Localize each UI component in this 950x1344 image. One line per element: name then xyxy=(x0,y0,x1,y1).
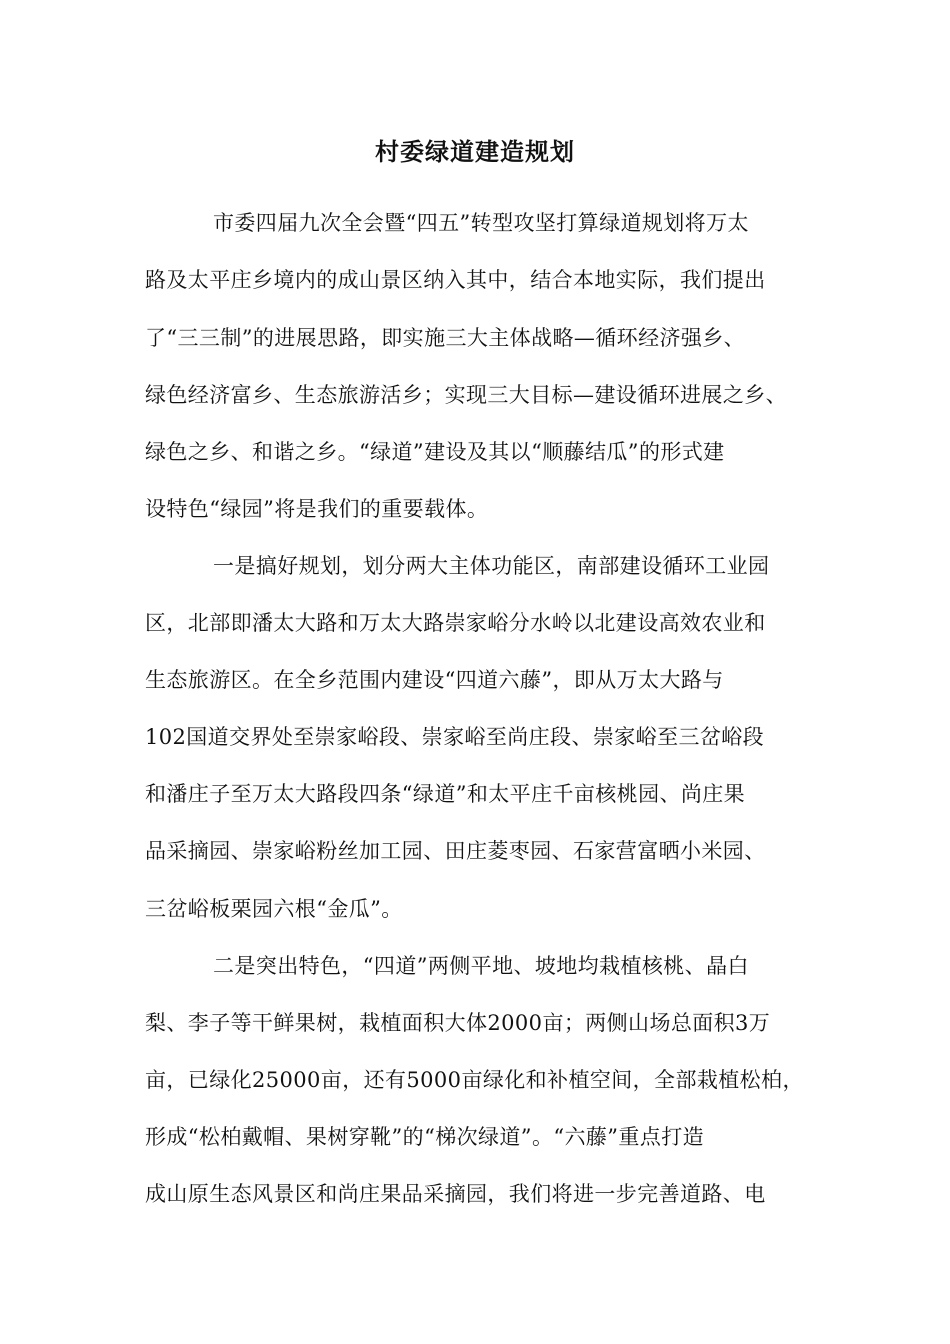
paragraph-line: 形成“松柏戴帽、果树穿靴”的“梯次绿道”。“六藤”重点打造 xyxy=(145,1125,705,1149)
paragraph-line: 二是突出特色，“四道”两侧平地、坡地均栽植核桃、晶白 xyxy=(213,954,749,978)
paragraph-line: 市委四届九次全会暨“四五”转型攻坚打算绿道规划将万太 xyxy=(213,211,749,235)
paragraph-line: 亩，已绿化25000亩，还有5000亩绿化和补植空间，全部栽植松柏， xyxy=(145,1068,804,1092)
document-title: 村委绿道建造规划 xyxy=(375,138,575,166)
paragraph-line: 设特色“绿园”将是我们的重要载体。 xyxy=(145,497,489,521)
paragraph-line: 路及太平庄乡境内的成山景区纳入其中，结合本地实际，我们提出 xyxy=(145,268,766,292)
paragraph-line: 一是搞好规划，划分两大主体功能区，南部建设循环工业园 xyxy=(213,554,770,578)
paragraph-line: 生态旅游区。在全乡范围内建设“四道六藤”，即从万太大路与 xyxy=(145,668,724,692)
paragraph-line: 和潘庄子至万太大路段四条“绿道”和太平庄千亩核桃园、尚庄果 xyxy=(145,782,746,806)
paragraph-line: 品采摘园、崇家峪粉丝加工园、田庄菱枣园、石家营富晒小米园、 xyxy=(145,839,766,863)
paragraph-line: 了“三三制”的进展思路，即实施三大主体战略—循环经济强乡、 xyxy=(145,326,746,350)
paragraph-line: 102国道交界处至崇家峪段、崇家峪至尚庄段、崇家峪至三岔峪段 xyxy=(145,725,765,749)
paragraph-line: 梨、李子等干鲜果树，栽植面积大体2000亩；两侧山场总面积3万 xyxy=(145,1011,771,1035)
paragraph-line: 绿色经济富乡、生态旅游活乡；实现三大目标—建设循环进展之乡、 xyxy=(145,383,787,407)
paragraph-line: 成山原生态风景区和尚庄果品采摘园，我们将进一步完善道路、电 xyxy=(145,1182,766,1206)
paragraph-line: 区，北部即潘太大路和万太大路崇家峪分水岭以北建设高效农业和 xyxy=(145,611,766,635)
paragraph-line: 绿色之乡、和谐之乡。“绿道”建设及其以“顺藤结瓜”的形式建 xyxy=(145,440,725,464)
paragraph-line: 三岔峪板栗园六根“金瓜”。 xyxy=(145,897,403,921)
